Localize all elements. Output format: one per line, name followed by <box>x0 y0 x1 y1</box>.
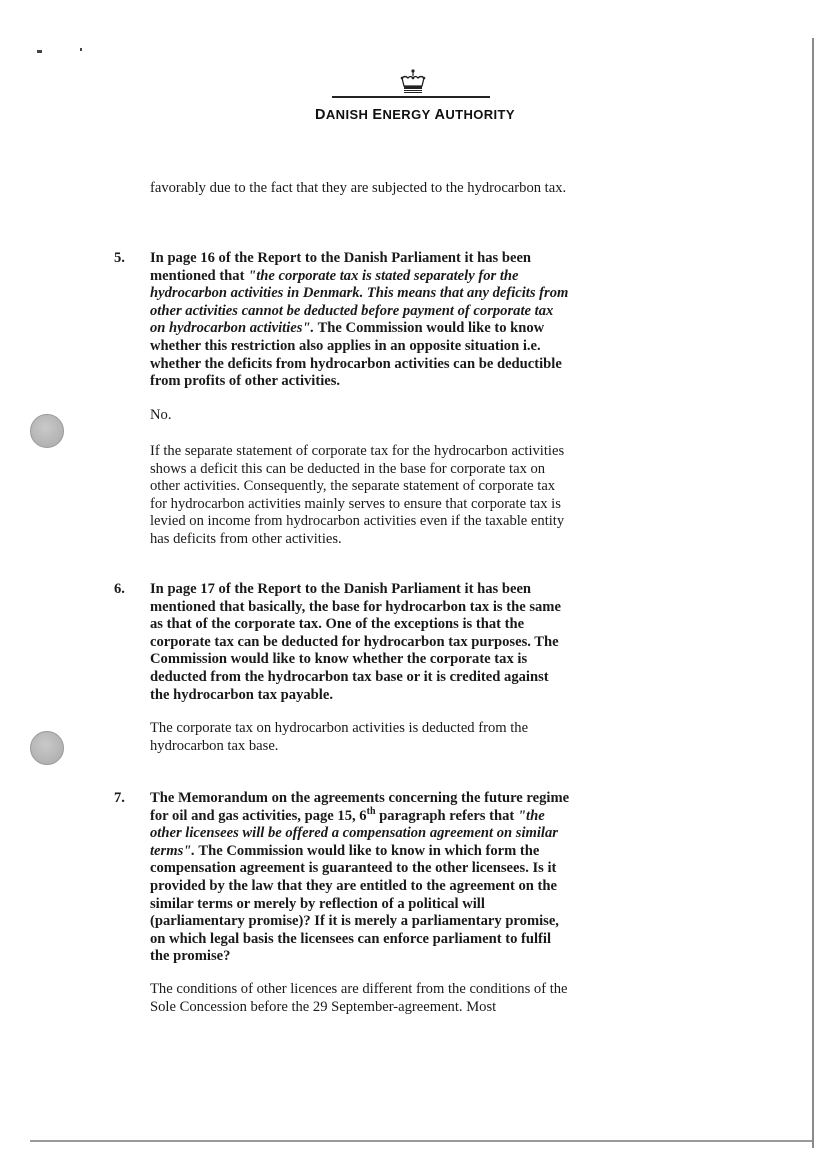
item-number-6: 6. <box>114 581 125 597</box>
organization-name: DANISH ENERGY AUTHORITY <box>315 107 515 123</box>
header-rule <box>332 96 490 98</box>
question-7: The Memorandum on the agreements concerning the future regime for oil and gas activities, page 15, 6th paragraph refers that "the other licensees will be offered a compensation agreement on similar terms". The Commission would like to know in which form the compensation agreement is guaranteed to the other licensees. Is it provided by the law that they are entitled to the agreement on the similar terms or merely by reflection of a political will (parliamentary promise)? If it is merely a parliamentary promise, on which legal basis the licensees can enforce parliament to fulfil the promise? <box>150 790 570 965</box>
answer-5-short: No. <box>150 407 172 423</box>
page-edge-bottom <box>30 1140 812 1142</box>
crown-icon <box>396 68 430 94</box>
item-number-5: 5. <box>114 250 125 266</box>
scan-speck <box>80 48 82 51</box>
question-5: In page 16 of the Report to the Danish Parliament it has been mentioned that "the corporate tax is stated separately for the hydrocarbon activities in Denmark. This means that any deficits from other activities cannot be deducted before payment of corporate tax on hydrocarbon activities". The Commission would like to know whether this restriction also applies in an opposite situation i.e. whether the deficits from hydrocarbon activities can be deductible from profits of other activities. <box>150 250 569 390</box>
item-number-7: 7. <box>114 790 125 806</box>
punch-hole-bottom <box>30 731 64 765</box>
answer-6: The corporate tax on hydrocarbon activities is deducted from the hydrocarbon tax base. <box>150 720 529 754</box>
answer-7: The conditions of other licences are different from the conditions of the Sole Concession before the 29 September-agreement. Most <box>150 981 568 1015</box>
scan-speck <box>37 50 42 53</box>
intro-paragraph: favorably due to the fact that they are subjected to the hydrocarbon tax. <box>150 180 567 196</box>
page-edge-right <box>812 38 814 1148</box>
punch-hole-top <box>30 414 64 448</box>
answer-5: If the separate statement of corporate tax for the hydrocarbon activities shows a deficit this can be deducted in the base for corporate tax on other activities. Consequently, the separate statement of corporate tax for hydrocarbon activities mainly serves to ensure that corporate tax is levied on income from hydrocarbon activities even if the taxable entity has deficits from other activities. <box>150 443 565 547</box>
question-6: In page 17 of the Report to the Danish Parliament it has been mentioned that basically, the base for hydrocarbon tax is the same as that of the corporate tax. One of the exceptions is that the corporate tax can be deducted for hydrocarbon tax purposes. The Commission would like to know whether the corporate tax is deducted from the hydrocarbon tax base or it is credited against the hydrocarbon tax payable. <box>150 581 561 703</box>
